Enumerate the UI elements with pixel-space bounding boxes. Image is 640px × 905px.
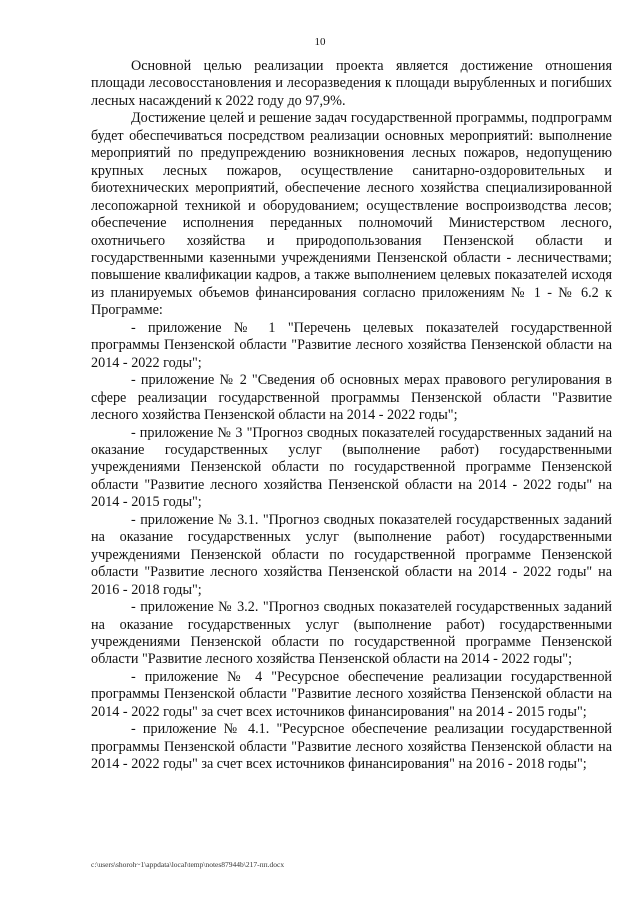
list-item-appendix-4: - приложение № 4 "Ресурсное обеспечение реализации государственной программы Пензенской области "Развитие лесного хозяйства Пензенской области на 2014 - 2022 годы" за счет всех источников финансирования" на 2014 - 2015 годы"; [91, 668, 612, 720]
list-item-appendix-3-1: - приложение № 3.1. "Прогноз сводных показателей государственных заданий на оказание государственных услуг (выполнение работ) государственными учреждениями Пензенской области по государственной программе Пензенской области "Развитие лесного хозяйства Пензенской области на 2014 - 2022 годы" на 2016 - 2018 годы"; [91, 511, 612, 598]
paragraph-goal: Основной целью реализации проекта является достижение отношения площади лесовосстановления и лесоразведения к площади вырубленных и погибших лесных насаждений к 2022 году до 97,9%. [91, 58, 612, 109]
list-item-appendix-3: - приложение № 3 "Прогноз сводных показателей государственных заданий на оказание государственных услуг (выполнение работ) государственными учреждениями Пензенской области по государственной программе Пензенской области "Развитие лесного хозяйства Пензенской области на 2014 - 2022 годы" на 2014 - 2015 годы"; [91, 424, 612, 511]
body-text [91, 58, 612, 774]
footer-file-path: c:\users\shoroh~1\appdata\local\temp\notes87944b\217-пп.docx [91, 860, 285, 869]
list-item-appendix-1: - приложение № 1 "Перечень целевых показателей государственной программы Пензенской области "Развитие лесного хозяйства Пензенской области на 2014 - 2022 годы"; [91, 319, 612, 371]
paragraph-measures: Достижение целей и решение задач государственной программы, подпрограмм будет обеспечиваться посредством реализации основных мероприятий: выполнение мероприятий по предупреждению возникновения лесных пожаров, недопущению крупных лесных пожаров, осуществление санитарно-оздоровительных и биотехнических мероприятий, обеспечение лесного хозяйства специализированной лесопожарной техникой и оборудованием; осуществление воспроизводства лесов; обеспечение исполнения переданных полномочий Министерством лесного, охотничьего хозяйства и природопользования Пензенской области и государственными казенными учреждениями Пензенской области - лесничествами; повышение квалификации кадров, а также выполнением целевых показателей исходя из планируемых объемов финансирования согласно приложениям № 1 - № 6.2 к Программе: [91, 110, 612, 319]
list-item-appendix-2: - приложение № 2 "Сведения об основных мерах правового регулирования в сфере реализации государственной программы Пензенской области "Развитие лесного хозяйства Пензенской области на 2014 - 2022 годы"; [91, 372, 612, 424]
list-item-appendix-3-2: - приложение № 3.2. "Прогноз сводных показателей государственных заданий на оказание государственных услуг (выполнение работ) государственными учреждениями Пензенской области по государственной программе Пензенской области "Развитие лесного хозяйства Пензенской области на 2014 - 2022 годы"; [91, 599, 612, 668]
page-number: 10 [314, 36, 326, 48]
list-item-appendix-4-1: - приложение № 4.1. "Ресурсное обеспечение реализации государственной программы Пензенской области "Развитие лесного хозяйства Пензенской области на 2014 - 2022 годы" за счет всех источников финансирования" на 2016 - 2018 годы"; [91, 721, 612, 773]
